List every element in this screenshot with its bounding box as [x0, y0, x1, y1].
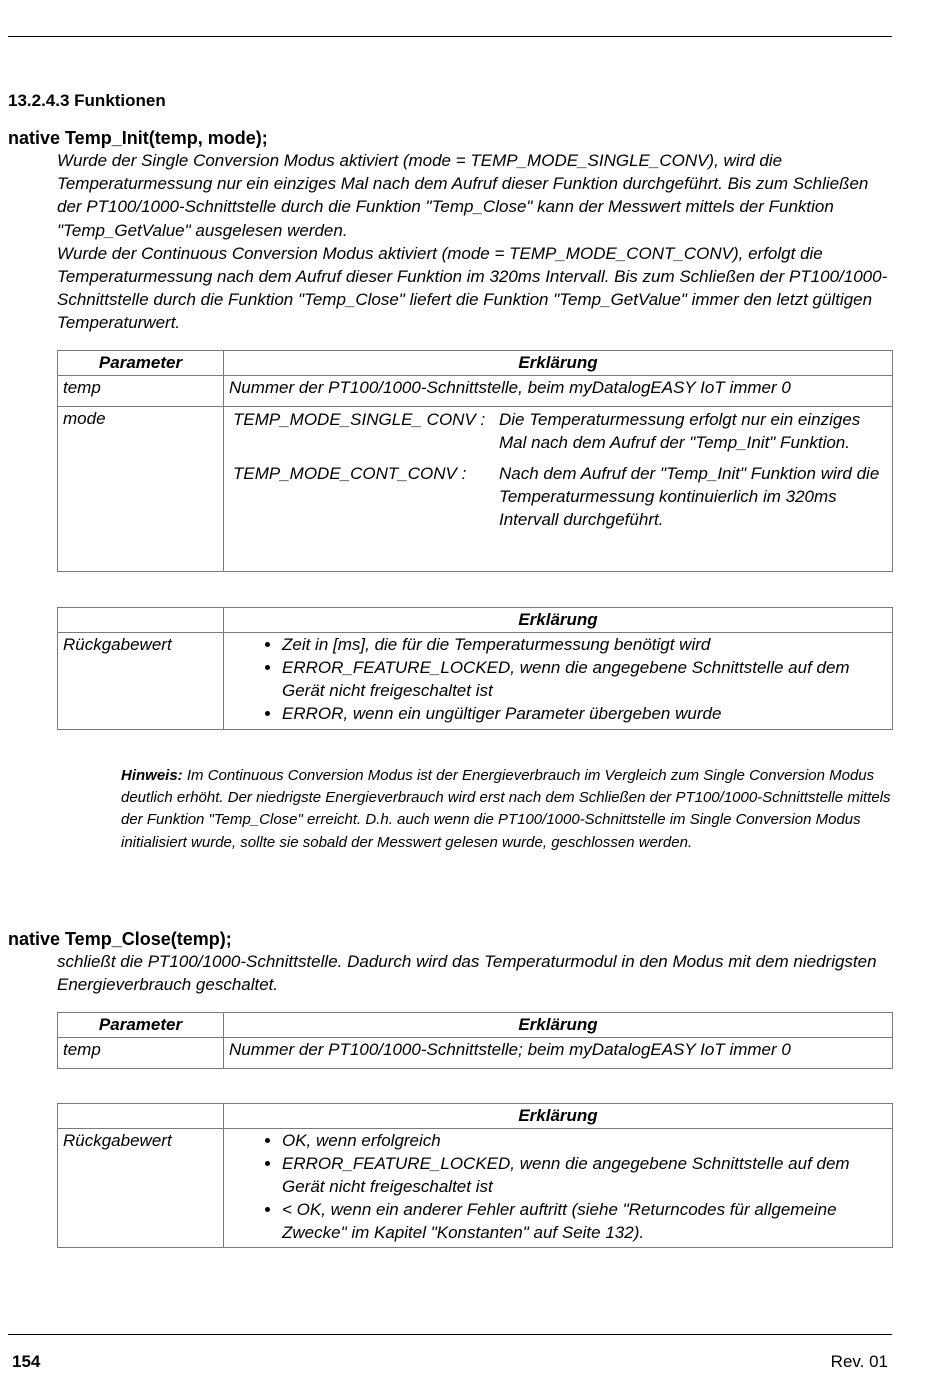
revision-label: Rev. 01 [830, 1352, 888, 1371]
section-title: 13.2.4.3 Funktionen [8, 91, 166, 110]
header-empty [58, 1104, 224, 1129]
temp-init-desc-para-2: Wurde der Continuous Conversion Modus aktiviert (mode = TEMP_MODE_CONT_CONV), erfolgt die Temperaturmessung nach dem Aufruf dieser Funktion im 320ms Intervall. Bis zum Schließen der PT100/1000-Schnittstelle durch die Funktion "Temp_Close" liefert die Funktion "Temp_GetValue" immer den letzt gültigen Temperaturwert. [57, 243, 888, 333]
return-label: Rückgabewert [58, 633, 224, 730]
header-erklaerung: Erklärung [224, 608, 893, 633]
param-temp-name: temp [58, 1038, 224, 1069]
mode-option-desc: Die Temperaturmessung erfolgt nur ein einziges Mal nach dem Aufruf der "Temp_Init" Funktion. [499, 410, 861, 452]
header-parameter: Parameter [58, 1013, 224, 1038]
table-row [58, 633, 893, 730]
table-row [58, 407, 893, 572]
temp-close-params-table [57, 1012, 893, 1069]
temp-init-desc-para-1: Wurde der Single Conversion Modus aktiviert (mode = TEMP_MODE_SINGLE_CONV), wird die Temperaturmessung nur ein einziges Mal nach dem Aufruf dieser Funktion durchgeführt. Bis zum Schließen der PT100/1000-Schnittstelle durch die Funktion "Temp_Close" kann der Messwert mittels der Funktion "Temp_GetValue" ausgelesen werden. [57, 151, 869, 240]
return-label: Rückgabewert [58, 1129, 224, 1248]
footer-rule [8, 1334, 892, 1335]
table-row [58, 1038, 893, 1069]
mode-option-row [229, 408, 887, 462]
temp-init-params-table [57, 350, 893, 572]
list-item: • ERROR, wenn ein ungültiger Parameter übergeben wurde [282, 702, 887, 725]
return-values-list [229, 633, 887, 725]
list-item: • OK, wenn erfolgreich [282, 1129, 887, 1152]
param-temp-desc: Nummer der PT100/1000-Schnittstelle; beim myDatalogEASY IoT immer 0 [224, 1038, 893, 1069]
temp-close-description: schließt die PT100/1000-Schnittstelle. Dadurch wird das Temperaturmodul in den Modus mit dem niedrigsten Energieverbrauch geschaltet. [57, 952, 877, 995]
header-rule [8, 36, 892, 37]
temp-init-signature: native Temp_Init(temp, mode); [8, 128, 268, 148]
hinweis-note [121, 765, 891, 854]
param-mode-options [224, 407, 893, 572]
return-values-list [229, 1129, 887, 1244]
table-header-row [58, 351, 893, 376]
temp-close-signature: native Temp_Close(temp); [8, 929, 232, 949]
table-header-row [58, 1104, 893, 1129]
table-header-row [58, 1013, 893, 1038]
mode-option-key: TEMP_MODE_CONT_CONV : [233, 464, 467, 483]
note-text: Im Continuous Conversion Modus ist der Energieverbrauch im Vergleich zum Single Conversion Modus deutlich erhöht. Der niedrigste Energieverbrauch wird erst nach dem Schließen der PT100/1000-Schnittstelle mittels der Funktion "Temp_Close" erreicht. D.h. auch wenn die PT100/1000-Schnittstelle im Single Conversion Modus initialisiert wurde, sollte sie sobald der Messwert gelesen wurde, geschlossen werden. [121, 767, 891, 851]
param-temp-name: temp [58, 376, 224, 407]
page-number: 154 [12, 1352, 41, 1371]
table-row [58, 376, 893, 407]
header-erklaerung: Erklärung [224, 351, 893, 376]
temp-init-return-table [57, 607, 893, 730]
param-mode-name: mode [58, 407, 224, 572]
mode-option-key: TEMP_MODE_SINGLE_ CONV : [233, 410, 486, 429]
header-erklaerung: Erklärung [224, 1104, 893, 1129]
list-item: • Zeit in [ms], die für die Temperaturmessung benötigt wird [282, 633, 887, 656]
temp-close-return-table [57, 1103, 893, 1248]
list-item: • < OK, wenn ein anderer Fehler auftritt (siehe "Returncodes für allgemeine Zwecke" im Kapitel "Konstanten" auf Seite 132). [282, 1198, 887, 1244]
header-parameter: Parameter [58, 351, 224, 376]
temp-init-description [57, 149, 892, 335]
table-header-row [58, 608, 893, 633]
return-values [224, 633, 893, 730]
mode-option-row [229, 462, 887, 531]
list-item: • ERROR_FEATURE_LOCKED, wenn die angegebene Schnittstelle auf dem Gerät nicht freigeschaltet ist [282, 1152, 887, 1198]
param-temp-desc: Nummer der PT100/1000-Schnittstelle, beim myDatalogEASY IoT immer 0 [224, 376, 893, 407]
header-empty [58, 608, 224, 633]
note-label: Hinweis: [121, 767, 183, 784]
mode-option-desc: Nach dem Aufruf der "Temp_Init" Funktion wird die Temperaturmessung kontinuierlich im 320ms Intervall durchgeführt. [499, 464, 880, 529]
mode-options-table [229, 408, 887, 531]
return-values [224, 1129, 893, 1248]
list-item: • ERROR_FEATURE_LOCKED, wenn die angegebene Schnittstelle auf dem Gerät nicht freigeschaltet ist [282, 656, 887, 702]
header-erklaerung: Erklärung [224, 1013, 893, 1038]
table-row [58, 1129, 893, 1248]
